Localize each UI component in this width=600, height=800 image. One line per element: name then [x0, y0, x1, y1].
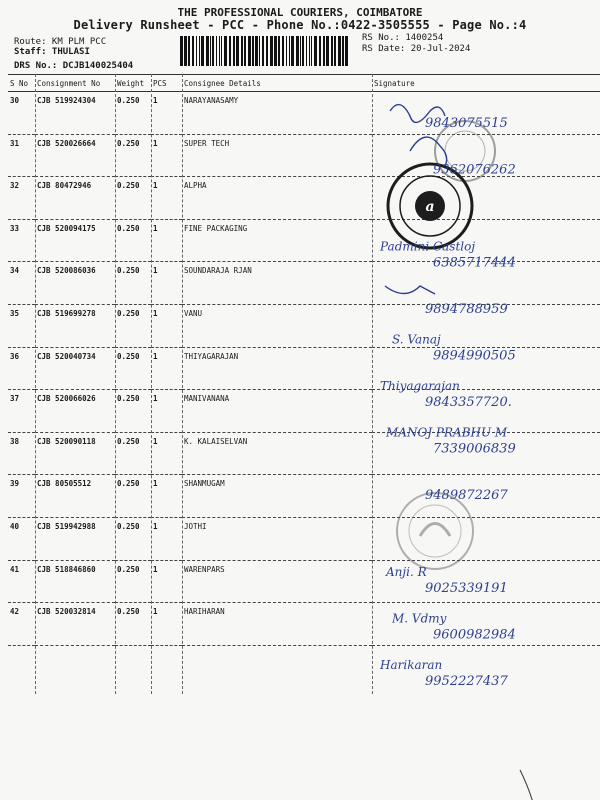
- barcode-bar: [262, 36, 264, 66]
- barcode-bar: [323, 36, 325, 66]
- row-pcs: 1: [151, 134, 182, 177]
- barcode-bar: [184, 36, 187, 66]
- row-sno: 39: [8, 475, 35, 518]
- signature-phone: 9489872267: [425, 488, 508, 503]
- row-weight: 0.250: [115, 517, 151, 560]
- row-consignee: JOTHI: [182, 517, 372, 560]
- row-pcs: 1: [151, 390, 182, 433]
- row-sno: 31: [8, 134, 35, 177]
- barcode-bar: [338, 36, 341, 66]
- row-consignee: WARENPARS: [182, 560, 372, 603]
- column-divider: [35, 74, 36, 694]
- row-sno: 36: [8, 347, 35, 390]
- footer-mark: [0, 690, 600, 800]
- row-pcs: 1: [151, 304, 182, 347]
- barcode-bar: [319, 36, 321, 66]
- signature-phone: 7339006839: [433, 441, 516, 457]
- col-consignee: Consignee Details: [182, 75, 372, 92]
- signature-name: Harikaran: [380, 658, 443, 672]
- drs-number: DRS No.: DCJB140025404: [14, 61, 134, 71]
- row-sno: 33: [8, 219, 35, 262]
- barcode-bar: [266, 36, 268, 66]
- barcode-bar: [306, 36, 307, 66]
- row-consignment-no: CJB 519699278: [35, 304, 115, 347]
- barcode-bar: [201, 36, 204, 66]
- col-signature: Signature: [372, 75, 600, 92]
- barcode-bar: [224, 36, 227, 66]
- row-weight: 0.250: [115, 92, 151, 135]
- runsheet-subtitle: Delivery Runsheet - PCC - Phone No.:0422-3505555 - Page No.:4: [73, 18, 527, 32]
- svg-text:a: a: [425, 199, 435, 215]
- row-consignee: HARIHARAN: [182, 603, 372, 646]
- barcode-bar: [278, 36, 280, 66]
- row-weight: 0.250: [115, 347, 151, 390]
- row-weight: 0.250: [115, 134, 151, 177]
- row-sno: 32: [8, 177, 35, 220]
- signature-scribble: [385, 286, 435, 294]
- signature-name: S. Vanaj: [392, 332, 441, 347]
- column-divider: [115, 74, 116, 694]
- row-weight: 0.250: [115, 219, 151, 262]
- signature-phone: 9362076262: [433, 162, 516, 178]
- row-consignment-no: CJB 80472946: [35, 177, 115, 220]
- row-pcs: 1: [151, 475, 182, 518]
- barcode-bar: [212, 36, 214, 66]
- barcode-bar: [302, 36, 304, 66]
- row-consignment-no: CJB 519942988: [35, 517, 115, 560]
- row-pcs: 1: [151, 347, 182, 390]
- barcode-bar: [255, 36, 258, 66]
- barcode-bar: [199, 36, 200, 66]
- barcode-bar: [342, 36, 344, 66]
- row-weight: 0.250: [115, 304, 151, 347]
- row-pcs: 1: [151, 92, 182, 135]
- barcode-bar: [219, 36, 220, 66]
- row-pcs: 1: [151, 560, 182, 603]
- row-consignment-no: CJB 80505512: [35, 475, 115, 518]
- signature-phone: 9894990505: [433, 348, 516, 364]
- row-consignee: NARAYANASAMY: [182, 92, 372, 135]
- barcode-bar: [221, 36, 222, 66]
- column-divider: [151, 74, 152, 694]
- row-sno: 40: [8, 517, 35, 560]
- route-label: Route: KM PLM PCC: [14, 37, 107, 47]
- row-consignee: SHANMUGAM: [182, 475, 372, 518]
- row-pcs: 1: [151, 219, 182, 262]
- barcode-bar: [286, 36, 287, 66]
- row-consignee: FINE PACKAGING: [182, 219, 372, 262]
- barcode-bar: [291, 36, 294, 66]
- row-consignee: ALPHA: [182, 177, 372, 220]
- row-consignment-no: CJB 518846860: [35, 560, 115, 603]
- barcode-bar: [244, 36, 246, 66]
- row-sno: 34: [8, 262, 35, 305]
- barcode-bar: [259, 36, 260, 66]
- row-sno: 41: [8, 560, 35, 603]
- barcode-bar: [210, 36, 211, 66]
- row-consignee: SUPER TECH: [182, 134, 372, 177]
- barcode-bar: [296, 36, 299, 66]
- row-consignee: MANIVANANA: [182, 390, 372, 433]
- signature-phone: 9952227437: [425, 674, 508, 689]
- row-consignment-no: CJB 519924304: [35, 92, 115, 135]
- row-consignee: K. KALAISELVAN: [182, 432, 372, 475]
- signature-phone: 9894788959: [425, 302, 508, 317]
- signature-name: Thiyagarajan: [380, 379, 460, 393]
- barcode-bar: [270, 36, 273, 66]
- signature-phone: 9600982984: [433, 627, 516, 643]
- row-weight: 0.250: [115, 432, 151, 475]
- barcode-bar: [326, 36, 329, 66]
- row-sno: 30: [8, 92, 35, 135]
- company-title: THE PROFESSIONAL COURIERS, COIMBATORE: [177, 6, 423, 19]
- barcode-bar: [331, 36, 333, 66]
- row-consignment-no: CJB 520026664: [35, 134, 115, 177]
- barcode-bar: [196, 36, 197, 66]
- row-sno: 42: [8, 603, 35, 646]
- row-pcs: 1: [151, 603, 182, 646]
- row-weight: 0.250: [115, 177, 151, 220]
- barcode-bar: [309, 36, 310, 66]
- signature-name: M. Vdmy: [392, 611, 447, 626]
- barcode-bar: [216, 36, 217, 66]
- col-sno: S No: [8, 75, 35, 92]
- row-consignment-no: CJB 520040734: [35, 347, 115, 390]
- signature-name: Padmini Castloj: [380, 239, 476, 254]
- signature-phone: 9843075515: [425, 116, 508, 131]
- col-weight: Weight: [115, 75, 151, 92]
- barcode-bar: [345, 36, 348, 66]
- signature-phone: 9025339191: [425, 581, 508, 596]
- company-stamp: [397, 493, 473, 569]
- row-consignment-no: CJB 520090118: [35, 432, 115, 475]
- row-consignee: THIYAGARAJAN: [182, 347, 372, 390]
- row-weight: 0.250: [115, 262, 151, 305]
- signature-name: MANOJ PRABHU M: [386, 425, 508, 440]
- row-sno: 35: [8, 304, 35, 347]
- barcode-bar: [241, 36, 243, 66]
- staff-label: Staff: THULASI: [14, 47, 90, 57]
- barcode-bar: [274, 36, 277, 66]
- rs-number: RS No.: 1400254: [362, 33, 444, 43]
- row-weight: 0.250: [115, 390, 151, 433]
- row-weight: 0.250: [115, 603, 151, 646]
- barcode-bar: [289, 36, 290, 66]
- row-consignee: SOUNDARAJA RJAN: [182, 262, 372, 305]
- barcode-bar: [206, 36, 209, 66]
- row-consignment-no: CJB 520032814: [35, 603, 115, 646]
- row-sno: 37: [8, 390, 35, 433]
- barcode-bar: [192, 36, 194, 66]
- column-divider: [182, 74, 183, 694]
- barcode-bar: [233, 36, 235, 66]
- table-header-row: [8, 75, 600, 92]
- row-consignment-no: CJB 520094175: [35, 219, 115, 262]
- row-consignee: VANU: [182, 304, 372, 347]
- row-pcs: 1: [151, 262, 182, 305]
- barcode-icon: [180, 36, 350, 66]
- barcode-bar: [314, 36, 317, 66]
- barcode-bar: [248, 36, 251, 66]
- barcode-bar: [229, 36, 231, 66]
- row-weight: 0.250: [115, 475, 151, 518]
- col-pcs: PCS: [151, 75, 182, 92]
- barcode-bar: [282, 36, 284, 66]
- row-weight: 0.250: [115, 560, 151, 603]
- barcode-bar: [252, 36, 254, 66]
- barcode-bar: [334, 36, 336, 66]
- row-consignment-no: CJB 520086036: [35, 262, 115, 305]
- row-pcs: 1: [151, 517, 182, 560]
- col-consignment: Consignment No: [35, 75, 115, 92]
- signature-phone: 6385717444: [433, 255, 516, 271]
- barcode-bar: [236, 36, 239, 66]
- signature-name: Anji. R: [386, 565, 427, 579]
- row-pcs: 1: [151, 177, 182, 220]
- row-pcs: 1: [151, 432, 182, 475]
- row-consignment-no: CJB 520066026: [35, 390, 115, 433]
- barcode-bar: [188, 36, 190, 66]
- barcode-bar: [180, 36, 183, 66]
- signature-phone: 9843357720.: [425, 395, 512, 410]
- signature-column: [370, 91, 600, 711]
- barcode-bar: [300, 36, 301, 66]
- row-sno: 38: [8, 432, 35, 475]
- rs-date: RS Date: 20-Jul-2024: [362, 44, 471, 54]
- barcode-bar: [311, 36, 312, 66]
